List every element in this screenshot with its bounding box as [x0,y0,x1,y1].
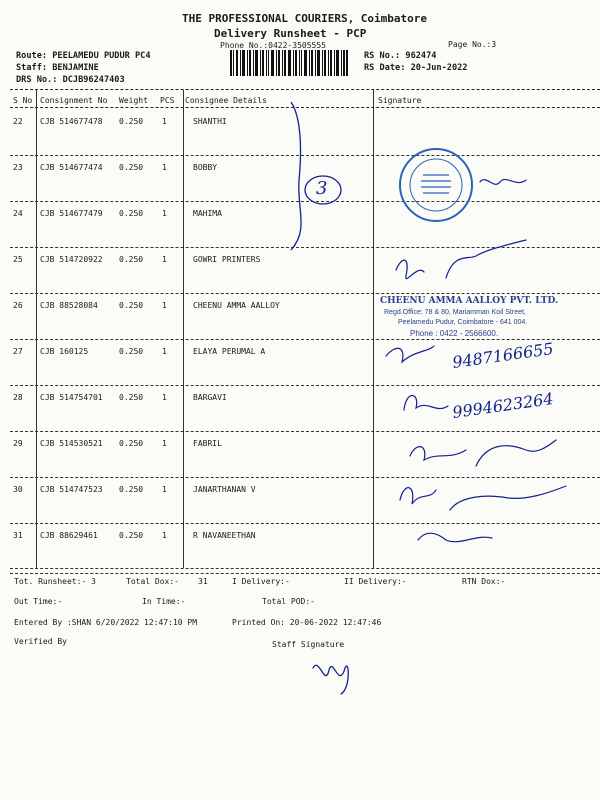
barcode [230,50,348,76]
verified-by: Verified By [14,637,67,646]
row-consignment: CJB 514677474 [40,163,103,172]
col-header-signature: Signature [378,96,422,105]
row-consignee: JANARTHANAN V [193,485,256,494]
row-sno: 24 [13,209,23,218]
row-consignment: CJB 514747523 [40,485,103,494]
bracket-mark [285,100,355,252]
signature-scribbles [376,160,596,560]
staff-signature-mark [305,648,365,698]
row-consignment: CJB 160125 [40,347,89,356]
row-weight: 0.250 [119,439,144,448]
row-pcs: 1 [162,163,167,172]
row-consignee: BOBBY [193,163,218,172]
row-consignment: CJB 88528084 [40,301,98,310]
col-header-consignment: Consignment No [40,96,108,105]
row-sno: 29 [13,439,23,448]
row-weight: 0.250 [119,209,144,218]
row-pcs: 1 [162,393,167,402]
total-runsheet: Tot. Runsheet:- 3 [14,577,96,586]
row-consignment: CJB 514720922 [40,255,103,264]
drs-number: DRS No.: DCJB96247403 [16,75,125,85]
rs-number: RS No.: 962474 [364,51,437,61]
i-delivery: I Delivery:- [232,577,290,586]
totals-rule [10,573,600,574]
header-top-rule [10,89,600,90]
rs-date: RS Date: 20-Jun-2022 [364,63,468,73]
row-sno: 22 [13,117,23,126]
row-weight: 0.250 [119,301,144,310]
row-pcs: 1 [162,117,167,126]
row-consignment: CJB 88629461 [40,531,98,540]
row-weight: 0.250 [119,163,144,172]
row-consignee: MAHIMA [193,209,222,218]
row-consignee: ELAYA PERUMAL A [193,347,266,356]
company-stamp-city: Peelamedu Pudur, Coimbatore - 641 004. [398,319,528,326]
out-time: Out Time:- [14,597,63,606]
row-sno: 30 [13,485,23,494]
row-weight: 0.250 [119,255,144,264]
handwritten-phone-1: 9487166655 [451,339,555,372]
row-consignee: CHEENU AMMA AALLOY [193,301,280,310]
ii-delivery: II Delivery:- [344,577,407,586]
handwritten-mark: 3 [316,178,328,199]
company-stamp-phone: Phone : 0422 - 2566600. [410,329,499,338]
staff-signature-label: Staff Signature [272,640,345,649]
handwritten-phone-2: 9994623264 [451,389,555,422]
total-pod: Total POD:- [262,597,315,606]
row-consignee: SHANTHI [193,117,227,126]
page-number: Page No.:3 [448,40,497,49]
row-consignment: CJB 514530521 [40,439,103,448]
in-time: In Time:- [142,597,186,606]
phone-number: Phone No.:0422-3505555 [220,41,326,50]
route-label: Route: PEELAMEDU PUDUR PC4 [16,51,151,61]
row-pcs: 1 [162,209,167,218]
col-header-pcs: PCS [160,96,175,105]
table-bottom-rule [10,568,600,569]
company-stamp-name: CHEENU AMMA AALLOY PVT. LTD. [380,296,559,306]
row-sno: 25 [13,255,23,264]
total-dox-label: Total Dox:- [126,577,179,586]
company-name: THE PROFESSIONAL COURIERS, Coimbatore [182,12,428,25]
row-pcs: 1 [162,439,167,448]
row-pcs: 1 [162,255,167,264]
row-weight: 0.250 [119,347,144,356]
document-title: Delivery Runsheet - PCP [214,27,367,40]
row-weight: 0.250 [119,531,144,540]
row-consignment: CJB 514754701 [40,393,103,402]
row-pcs: 1 [162,485,167,494]
row-sno: 28 [13,393,23,402]
total-dox-value: 31 [198,577,208,586]
row-sno: 26 [13,301,23,310]
company-stamp-office: Regd.Office: 78 & 80, Mariamman Koil Street, [384,309,526,316]
row-consignment: CJB 514677478 [40,117,103,126]
row-weight: 0.250 [119,393,144,402]
printed-on: Printed On: 20-06-2022 12:47:46 [232,618,382,627]
row-consignee: FABRIL [193,439,222,448]
col-header-weight: Weight [119,96,148,105]
row-consignee: GOWRI PRINTERS [193,255,261,264]
row-weight: 0.250 [119,485,144,494]
entered-by: Entered By :SHAN 6/20/2022 12:47:10 PM [14,618,198,627]
row-sno: 31 [13,531,23,540]
row-sno: 27 [13,347,23,356]
rtn-dox: RTN Dox:- [462,577,506,586]
row-consignee: BARGAVI [193,393,227,402]
row-pcs: 1 [162,347,167,356]
row-consignment: CJB 514677479 [40,209,103,218]
staff-label: Staff: BENJAMINE [16,63,99,73]
row-weight: 0.250 [119,117,144,126]
row-sno: 23 [13,163,23,172]
row-consignee: R NAVANEETHAN [193,531,256,540]
col-header-sno: S No [13,96,33,105]
row-pcs: 1 [162,301,167,310]
col-header-consignee: Consignee Details [185,96,267,105]
row-pcs: 1 [162,531,167,540]
